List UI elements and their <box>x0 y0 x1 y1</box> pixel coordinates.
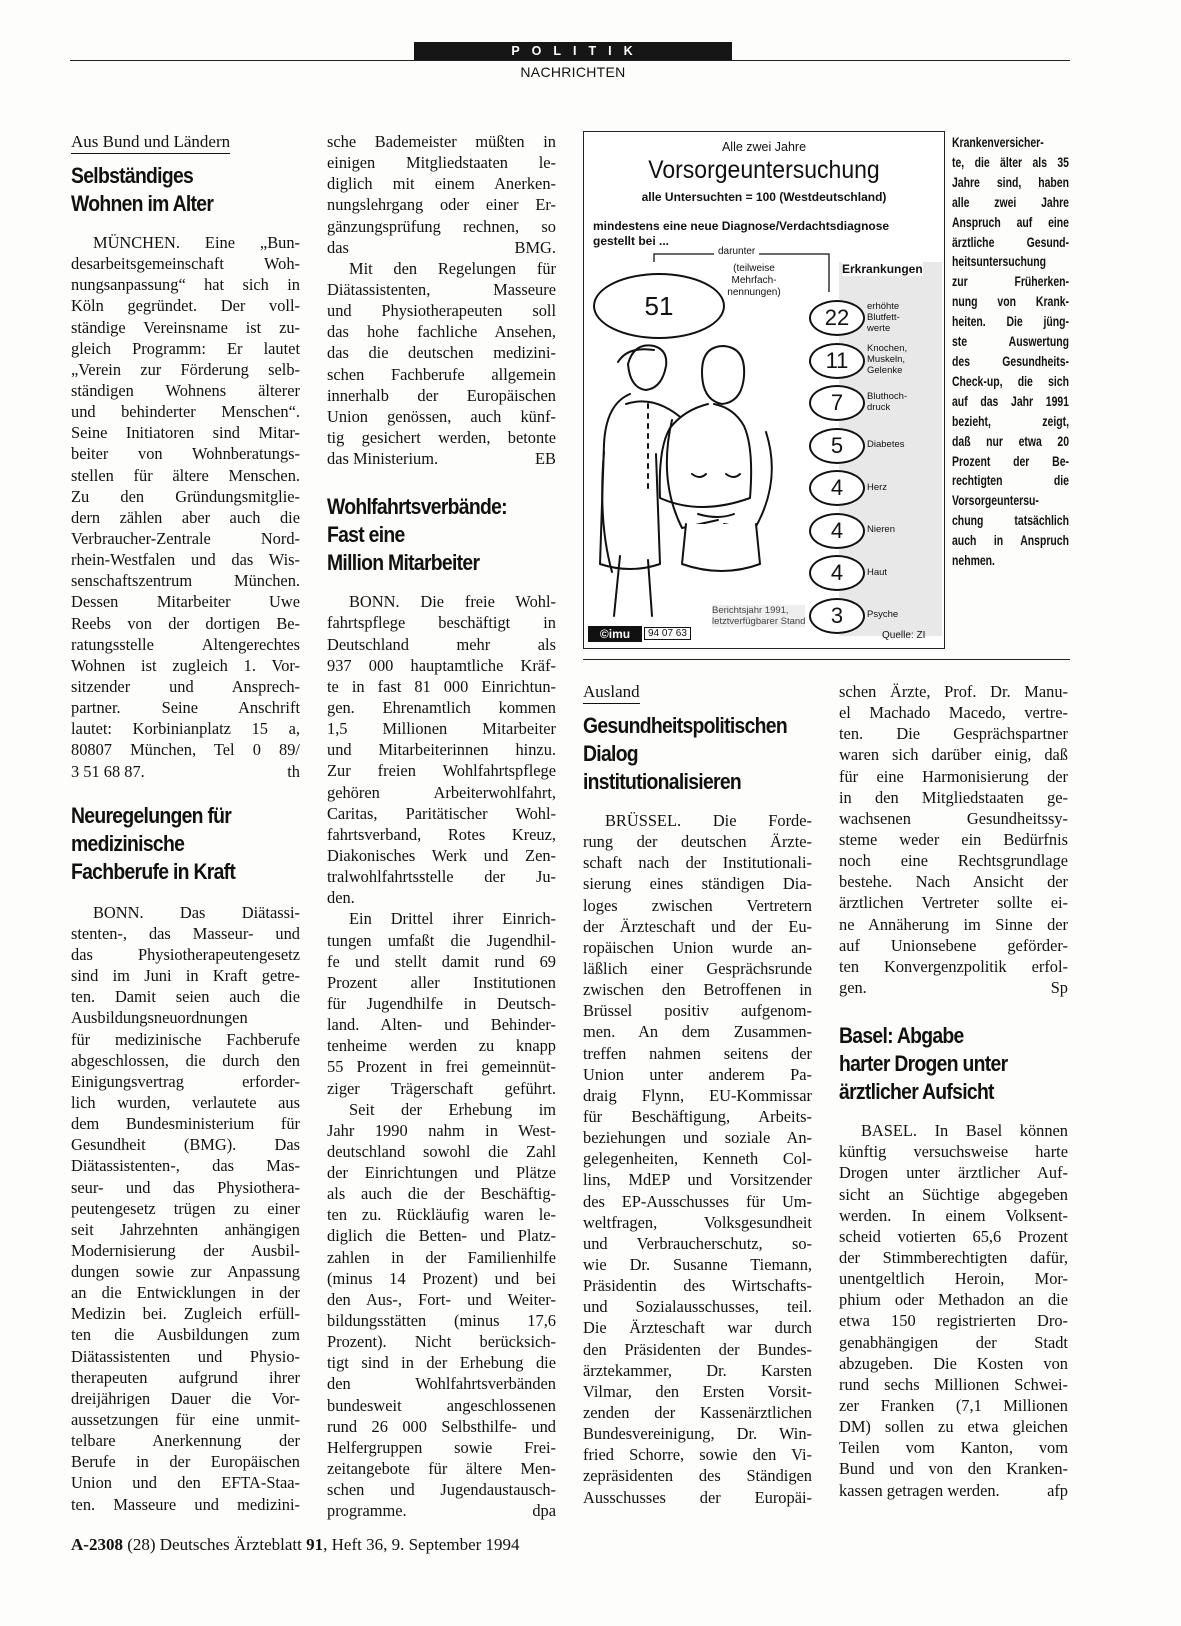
text-line-last <box>71 761 300 782</box>
text-line: ten die Ausbildungen zum <box>71 1325 300 1345</box>
caption-line: auf das Jahr 1991 <box>952 393 1069 409</box>
text-line: rund sechs Millionen Schwei- <box>839 1374 1068 1394</box>
text-line: rund 26 000 Selbsthilfe- und <box>327 1416 556 1436</box>
text-line: den Wohlfahrtsverbänden <box>327 1374 556 1394</box>
column-3 <box>583 682 812 1508</box>
text-line-last <box>839 1480 1068 1501</box>
text-line: peutengesetz trügen zu einer <box>71 1198 300 1218</box>
text-line: stenten-, das Masseur- und <box>71 923 300 943</box>
chart-category-label-line: Gelenke <box>867 365 903 376</box>
footer-journal: Deutsches Ärzteblatt <box>159 1535 302 1554</box>
text-line: Deutschland mehr als <box>327 634 556 654</box>
text-line: und Mitarbeiterinnen hinzu. <box>327 740 556 760</box>
text-line: unentgeltlich Heroin, Mor- <box>839 1269 1068 1289</box>
text-line: Zur freien Wohlfahrtspflege <box>327 761 556 781</box>
text-line: BRÜSSEL. Die Forde- <box>605 811 812 830</box>
text-line: men. An dem Zusammen- <box>583 1022 812 1042</box>
caption-line: rechtigten die <box>952 473 1069 489</box>
text-line: Gesundheit (BMG). Das <box>71 1135 300 1155</box>
chart-category-label-line: druck <box>867 402 891 413</box>
text-line-end: 3 51 68 87. <box>71 761 145 781</box>
footer-page: A-2308 <box>71 1535 123 1554</box>
text-line: zepräsidenten des Ständigen <box>583 1466 812 1486</box>
author-signature: Sp <box>1050 977 1068 997</box>
text-line-end: kassen getragen werden. <box>839 1480 1000 1500</box>
text-line: Mit den Regelungen für <box>349 258 556 278</box>
headline-selbstaendiges-wohnen: Selbständiges Wohnen im Alter <box>71 163 214 216</box>
text-line: das Physiotherapeutengesetz <box>71 944 300 964</box>
rubric-bund-laender: Aus Bund und Ländern <box>71 132 230 154</box>
text-line: schen und Jugendaustausch- <box>327 1480 556 1500</box>
chart-vorsorgeuntersuchung <box>583 131 945 649</box>
text-line: nungslehrgang oder einer Er- <box>327 195 556 215</box>
text-line: zahlen in der Familienhilfe <box>327 1247 556 1267</box>
article-neuregelungen <box>71 902 300 1515</box>
chart-category-label <box>867 343 907 376</box>
text-line-last <box>327 448 556 469</box>
text-line: desarbeitsgemeinschaft Woh- <box>71 254 300 274</box>
caption-line: bezieht, zeigt, <box>952 413 1069 429</box>
text-line: Modernisierung der Ausbil- <box>71 1240 300 1260</box>
text-line: sind im Juni in Kraft getre- <box>71 966 300 986</box>
chart-total-value: 51 <box>644 291 674 321</box>
chart-value-circle: 11 <box>809 343 865 379</box>
caption-line: ste Auswertung <box>952 334 1069 350</box>
text-line: gelegenheiten, Kenneth Col- <box>583 1149 812 1169</box>
text-line: „Verein zur Förderung selb- <box>71 359 300 379</box>
text-line: für Jugendhilfe in Deutsch- <box>327 993 556 1013</box>
chart-code: 94 07 63 <box>644 627 691 640</box>
footer <box>71 1535 520 1555</box>
chart-category-label-line: Blutfett- <box>867 311 900 323</box>
text-line: ärztekammer, Dr. Karsten <box>583 1360 812 1380</box>
rubric-ausland: Ausland <box>583 682 640 704</box>
text-line: te in fast 81 000 Einrichtun- <box>327 676 556 696</box>
text-line: ropäischen Union wurde an- <box>583 937 812 957</box>
article-wohlfahrtsverbaende <box>327 591 556 1521</box>
chart-category-label-line: Nieren <box>867 524 895 535</box>
text-line-end: das Ministerium. <box>327 449 439 469</box>
text-line: und Verbraucherschutz, so- <box>583 1233 812 1253</box>
article-neuregelungen-continued <box>327 131 556 469</box>
author-signature: th <box>287 761 300 781</box>
caption-line: Prozent der Be- <box>952 453 1069 469</box>
text-line: lich wurden, verlautete aus <box>71 1092 300 1112</box>
text-line: läßlich einer Gesprächsrunde <box>583 958 812 978</box>
chart-category-label-line: Muskeln, <box>867 354 906 365</box>
chart-category-label-line: erhöhte <box>867 300 900 312</box>
text-line: Medizin bei. Zugleich erfüll- <box>71 1304 300 1324</box>
chart-category-label <box>867 524 895 535</box>
text-line: Verbraucher-Zentrale Nord- <box>71 528 300 548</box>
text-line: Berufe in der Europäischen <box>71 1452 300 1472</box>
text-line: BONN. Das Diätassi- <box>93 902 300 922</box>
text-line: Zu den Gründungsmitglie- <box>71 486 300 506</box>
text-line: tig gesichert werden, betonte <box>327 427 556 447</box>
text-line: Einigungsvertrag erforder- <box>71 1071 300 1091</box>
chart-category-label-line: werte <box>867 322 891 334</box>
text-line: wachsenen Gesundheitssy- <box>839 808 1068 828</box>
text-line: tigt sind in der Erhebung die <box>327 1353 556 1373</box>
text-line: das BMG. <box>327 237 556 257</box>
chart-category-label <box>867 609 898 620</box>
text-line: werden. In einem Volksent- <box>839 1205 1068 1225</box>
text-line: zer Franken (7,1 Millionen <box>839 1395 1068 1415</box>
text-line: gehören Arbeiterwohlfahrt, <box>327 782 556 802</box>
chart-title: Vorsorgeuntersuchung <box>648 156 880 184</box>
text-line: innerhalb der Europäischen <box>327 385 556 405</box>
text-line: ne Annäherung im Sinne der <box>839 914 1068 934</box>
text-line: den Aus-, Fort- und Weiter- <box>327 1289 556 1309</box>
header-rule <box>70 60 1070 61</box>
caption-line: nehmen. <box>952 553 995 569</box>
headline-basel-drogen: Basel: Abgabe harter Drogen unter ärztlicher Aufsicht <box>839 1023 1008 1105</box>
text-line: ratungsstelle Altengerechtes <box>71 634 300 654</box>
chart-category-label <box>867 391 907 413</box>
text-line: ten zu. Rückläufig waren le- <box>327 1205 556 1225</box>
text-line: abgeschlossen, die durch den <box>71 1050 300 1070</box>
text-line: gänzungsprüfung rechnen, so <box>327 216 556 236</box>
chart-category-label-line: Herz <box>867 481 888 493</box>
headline-neuregelungen: Neuregelungen für medizinische Fachberufe in Kraft <box>71 802 236 884</box>
doctor-patient-illustration <box>590 324 810 624</box>
text-line: als auch die der Beschäftig- <box>327 1184 556 1204</box>
text-line: noch eine Rechtsgrundlage <box>839 851 1068 871</box>
text-line: den. <box>327 888 355 908</box>
text-line: 1,5 Millionen Mitarbeiter <box>327 719 556 739</box>
text-line: rhein-Westfalen und das Wis- <box>71 550 300 570</box>
chart-category-label-line: Bluthoch- <box>867 391 908 402</box>
chart-mehrfach-note: (teilweise Mehrfach- nennungen) <box>727 263 781 298</box>
text-line: Union genössen, auch künf- <box>327 406 556 426</box>
caption-line: Krankenversicher- <box>952 135 1044 150</box>
text-line: ten. Masseure und medizini- <box>71 1494 300 1514</box>
caption-line: alle zwei Jahre <box>952 194 1069 210</box>
text-line: fried Schorre, sowie den Vi- <box>583 1445 812 1465</box>
text-line: das die deutschen medizini- <box>327 343 556 363</box>
text-line: der Stimmberechtigten dafür, <box>839 1247 1068 1267</box>
section-label: POLITIK <box>511 44 645 58</box>
author-signature: afp <box>1047 1480 1068 1500</box>
column-1 <box>71 132 300 1515</box>
text-line: der Einrichtungen und Plätze <box>327 1163 556 1183</box>
text-line: rung der deutschen Ärzte- <box>583 832 812 852</box>
text-line: einigen Mitgliedstaaten le- <box>327 153 556 173</box>
caption-line: Check-up, die sich <box>952 373 1069 389</box>
text-line: schaft nach der Institutionali- <box>583 853 812 873</box>
chart-category-label <box>867 567 887 578</box>
text-line: Diätassistenten-, das Mas- <box>71 1156 300 1176</box>
chart-caption <box>952 133 1069 571</box>
text-line: abzugeben. Die Kosten von <box>839 1353 1068 1373</box>
text-line: tungen umfaßt die Jugendhil- <box>327 930 556 950</box>
text-line: ziger Trägerschaft geführt. <box>327 1078 556 1098</box>
text-line: gleich Programm: Er lautet <box>71 338 300 358</box>
text-line: diglich mit einem Anerken- <box>327 174 556 194</box>
text-line: Union unter anderem Pa- <box>583 1064 812 1084</box>
article-selbstaendiges-wohnen <box>71 232 300 782</box>
text-line: beiter von Wohnberatungs- <box>71 444 300 464</box>
chart-value-circle: 7 <box>809 385 865 421</box>
text-line: ten Konvergenzpolitik erfol- <box>839 956 1068 976</box>
text-line-last <box>327 1500 556 1521</box>
text-line: seur- und das Physiothera- <box>71 1177 300 1197</box>
text-line: zeitangebote für ältere Men- <box>327 1459 556 1479</box>
text-line: das hohe fachliche Ansehen, <box>327 322 556 342</box>
chart-footnote: Berichtsjahr 1991, letztverfügbarer Stand <box>712 605 806 627</box>
text-line: Jahr 1990 nahm in West- <box>327 1120 556 1140</box>
text-line: Brüssel positiv aufgenom- <box>583 1001 812 1021</box>
text-line: diglich die Betten- und Platz- <box>327 1226 556 1246</box>
chart-value-circle: 4 <box>809 513 865 549</box>
chart-value-circle: 5 <box>809 428 865 464</box>
caption-line: Jahre sind, haben <box>952 174 1069 190</box>
text-line: Diätassistenten und Physio- <box>71 1346 300 1366</box>
text-line: Helfergruppen sowie Frei- <box>327 1437 556 1457</box>
text-line: DM) sollen zu etwa gleichen <box>839 1417 1068 1437</box>
text-line: deutschland sowohl die Zahl <box>327 1141 556 1161</box>
text-line: BONN. Die freie Wohl- <box>349 592 556 612</box>
text-line: bundesweit angeschlossenen <box>327 1395 556 1415</box>
text-line: ärztlichen Vertreter sollte ei- <box>839 893 1068 913</box>
caption-line: daß nur etwa 20 <box>952 433 1069 449</box>
text-line: des EP-Ausschusses für Um- <box>583 1191 812 1211</box>
headline-gesundheitspolitischer-dialog: Gesundheitspolitischen Dialog institutionalisieren <box>583 713 787 794</box>
text-line: Dessen Mitarbeiter Uwe <box>71 592 300 612</box>
text-line: Präsidentin des Wirtschafts- <box>583 1276 812 1296</box>
chart-logo: ©imu <box>588 626 642 642</box>
text-line: fe und stellt damit rund 69 <box>327 951 556 971</box>
text-line: sche Bademeister müßten in <box>327 132 556 151</box>
column-2 <box>327 131 556 1521</box>
chart-category-label <box>867 301 900 334</box>
article-dialog-continued <box>839 681 1068 998</box>
text-line: 55 Prozent in frei gemeinnüt- <box>327 1057 556 1077</box>
text-line: weltfragen, Volksgesundheit <box>583 1212 812 1232</box>
text-line: BASEL. In Basel können <box>861 1121 1068 1141</box>
text-line-end: gen. <box>839 977 867 997</box>
text-line: waren sich darüber einig, daß <box>839 745 1068 765</box>
text-line: lautet: Korbinianplatz 15 a, <box>71 719 300 739</box>
text-line: in den Mitgliedstaaten ge- <box>839 787 1068 807</box>
text-line: phium oder Methadon an die <box>839 1290 1068 1310</box>
text-line: el Machado Macedo, vertre- <box>839 703 1068 723</box>
text-line: Vilmar, den Ersten Vorsit- <box>583 1381 812 1401</box>
text-line: Union und den EFTA-Staa- <box>71 1473 300 1493</box>
author-signature: dpa <box>532 1501 556 1521</box>
text-line: etwa 150 registrierten Dro- <box>839 1311 1068 1331</box>
chart-kicker: Alle zwei Jahre <box>721 140 807 154</box>
chart-lead: mindestens eine neue Diagnose/Verdachtsdiagnose gestellt bei ... <box>593 219 890 248</box>
text-line: bildungsstätten (minus 17,6 <box>327 1311 556 1331</box>
text-line: Ausbildungsneuordnungen <box>71 1008 248 1028</box>
text-line: Prozent aller Institutionen <box>327 972 556 992</box>
text-line: bestehe. Nach Ansicht der <box>839 872 1068 892</box>
chart-category-label-line: Knochen, <box>867 343 908 354</box>
caption-line: heitsuntersuchung <box>952 254 1047 270</box>
text-line: und behinderter Menschen“. <box>71 402 300 422</box>
text-line: und Physiotherapeuten soll <box>327 301 556 321</box>
footer-volume: 91 <box>306 1535 324 1554</box>
article-basel-drogen <box>839 1120 1068 1501</box>
text-line: senschaftszentrum München. <box>71 571 300 591</box>
footer-issue: (28) <box>127 1535 156 1554</box>
text-line: den Präsidenten der Bundes- <box>583 1339 812 1359</box>
text-line: Bundesvereinigung, Dr. Win- <box>583 1424 812 1444</box>
text-line: MÜNCHEN. Eine „Bun- <box>93 233 300 252</box>
text-line: Köln gegründet. Der voll- <box>71 296 300 316</box>
text-line: Ausschusses der Europäi- <box>583 1487 812 1507</box>
text-line: fahrtspflege beschäftigt in <box>327 613 556 633</box>
text-line: ständige Vereinsname ist zu- <box>71 317 300 337</box>
chart-darunter: darunter <box>714 246 759 257</box>
text-line: und Sozialausschusses, teil. <box>583 1297 812 1317</box>
text-line: für eine Harmonisierung der <box>839 766 1068 786</box>
text-line: steme weder ein Bedürfnis <box>839 829 1068 849</box>
text-line: 80807 München, Tel 0 89/ <box>71 740 300 760</box>
text-line: zenden der Kassenärztlichen <box>583 1402 812 1422</box>
column-4 <box>839 681 1068 1501</box>
text-line: Bund und von den Kranken- <box>839 1459 1068 1479</box>
text-line: beziehungen und soziale An- <box>583 1128 812 1148</box>
text-line: dreijährigen Dauer die Vor- <box>71 1388 300 1408</box>
text-line: fahrtsverband, Rotes Kreuz, <box>327 824 556 844</box>
text-line: lins, MdEP und Vorsitzender <box>583 1170 812 1190</box>
text-line: Wohnen ist zugleich 1. Vor- <box>71 655 300 675</box>
text-line: Ein Drittel ihrer Einrich- <box>349 909 556 929</box>
text-line: dungen sowie zur Anpassung <box>71 1262 300 1282</box>
text-line: loges zwischen Vertretern <box>583 895 812 915</box>
text-line: dern zählen aber auch die <box>71 507 300 527</box>
text-line: Diakonisches Werk und Zen- <box>327 845 556 865</box>
text-line: 937 000 hauptamtliche Kräf- <box>327 655 556 675</box>
chart-subtitle: alle Untersuchten = 100 (Westdeutschland) <box>641 190 887 204</box>
text-line: schen Fachberufe allgemein <box>327 364 556 384</box>
text-line: telbare Anerkennung der <box>71 1431 300 1451</box>
text-line: draig Flynn, EU-Kommissar <box>583 1085 812 1105</box>
text-line: sitzender und Ansprech- <box>71 676 300 696</box>
text-line: Teilen vom Kanton, vom <box>839 1438 1068 1458</box>
text-line: ten. Damit seien auch die <box>71 987 300 1007</box>
caption-line: ärztliche Gesund- <box>952 234 1069 250</box>
caption-line: auch in Anspruch <box>952 533 1069 549</box>
chart-value-circle: 4 <box>809 470 865 506</box>
text-line: scheid votierten 65,6 Prozent <box>839 1226 1068 1246</box>
text-line: ständigen Wohnens älterer <box>71 380 300 400</box>
text-line: seit Jahrzehnten anhängigen <box>71 1219 300 1239</box>
chart-category-label <box>867 439 905 450</box>
text-line: an die Entwicklungen in der <box>71 1283 300 1303</box>
text-line: stellen für ältere Menschen. <box>71 465 300 485</box>
footer-rest: , Heft 36, 9. September 1994 <box>323 1535 520 1554</box>
chart-bottom-rule <box>583 659 1070 660</box>
text-line: der Ärzteschaft und der Eu- <box>583 916 812 936</box>
text-line: (minus 14 Prozent) und bei <box>327 1268 556 1288</box>
text-line: tenheime werden zu knapp <box>327 1036 556 1056</box>
article-gesundheitspolitischer-dialog <box>583 810 812 1508</box>
caption-line: zur Früherken- <box>952 274 1069 290</box>
text-line: genabhängigen der Stadt <box>839 1332 1068 1352</box>
text-line: Die Ärzteschaft war durch <box>583 1318 812 1338</box>
text-line: zwischen den Betroffenen in <box>583 980 812 1000</box>
chart-category-label <box>867 482 887 493</box>
text-line: schen Ärzte, Prof. Dr. Manu- <box>839 682 1068 701</box>
text-line: Seine Initiatoren sind Mitar- <box>71 423 300 443</box>
text-line: therapeuten aufgrund ihrer <box>71 1367 300 1387</box>
text-line: Drogen unter ärztlicher Auf- <box>839 1163 1068 1183</box>
chart-category-label-line: Haut <box>867 566 888 578</box>
chart-erkrankungen: Erkrankungen <box>842 262 923 276</box>
text-line: tralwohlfahrtsstelle der Ju- <box>327 867 556 887</box>
chart-value-circle: 22 <box>809 300 865 336</box>
caption-line: Anspruch auf eine <box>952 214 1069 230</box>
text-line: Seit der Erhebung im <box>349 1099 556 1119</box>
text-line: wie Dr. Susanne Tiemann, <box>583 1254 812 1274</box>
text-line-last <box>839 977 1068 998</box>
caption-line: des Gesundheits- <box>952 353 1069 369</box>
subsection-label: NACHRICHTEN <box>520 64 626 80</box>
text-line: künftig versuchsweise harte <box>839 1142 1068 1162</box>
chart-value-circle: 4 <box>809 555 865 591</box>
text-line: Caritas, Paritätischer Wohl- <box>327 803 556 823</box>
text-line: ten. Die Gesprächspartner <box>839 724 1068 744</box>
text-line: für medizinische Fachberufe <box>71 1029 300 1049</box>
section-bar <box>414 42 732 60</box>
chart-value-circle: 3 <box>809 598 865 634</box>
caption-line: Vorsorgeuntersu- <box>952 493 1039 509</box>
text-line: land. Alten- und Behinder- <box>327 1015 556 1035</box>
text-line: Prozent). Nicht berücksich- <box>327 1332 556 1352</box>
text-line: treffen nahmen seitens der <box>583 1043 812 1063</box>
text-line: Diätassistenten, Masseure <box>327 279 556 299</box>
caption-line: heiten. Die jüng- <box>952 314 1069 330</box>
text-line: gen. Ehrenamtlich kommen <box>327 697 556 717</box>
text-line: für Beschäftigung, Arbeits- <box>583 1106 812 1126</box>
text-line: auf Unionsebene geförder- <box>839 935 1068 955</box>
text-line: dem Bundesministerium für <box>71 1114 300 1134</box>
caption-line: chung tatsächlich <box>952 513 1069 529</box>
text-line: sierung eines ständigen Dia- <box>583 874 812 894</box>
text-line: Reebs von der dortigen Be- <box>71 613 300 633</box>
text-line: aussetzungen für eine unmit- <box>71 1410 300 1430</box>
headline-wohlfahrtsverbaende: Wohlfahrtsverbände: Fast eine Million Mitarbeiter <box>327 494 507 576</box>
text-line: partner. Seine Anschrift <box>71 698 300 718</box>
caption-line: nung von Krank- <box>952 294 1069 310</box>
text-line: sicht an Süchtige abgegeben <box>839 1184 1068 1204</box>
chart-source: Quelle: ZI <box>882 630 926 641</box>
chart-category-label-line: Diabetes <box>867 439 905 450</box>
author-signature: EB <box>535 449 556 469</box>
text-line-end: programme. <box>327 1501 407 1521</box>
caption-line: te, die älter als 35 <box>952 154 1069 170</box>
text-line: nungsanpassung“ hat sich in <box>71 275 300 295</box>
chart-category-label-line: Psyche <box>867 609 899 620</box>
